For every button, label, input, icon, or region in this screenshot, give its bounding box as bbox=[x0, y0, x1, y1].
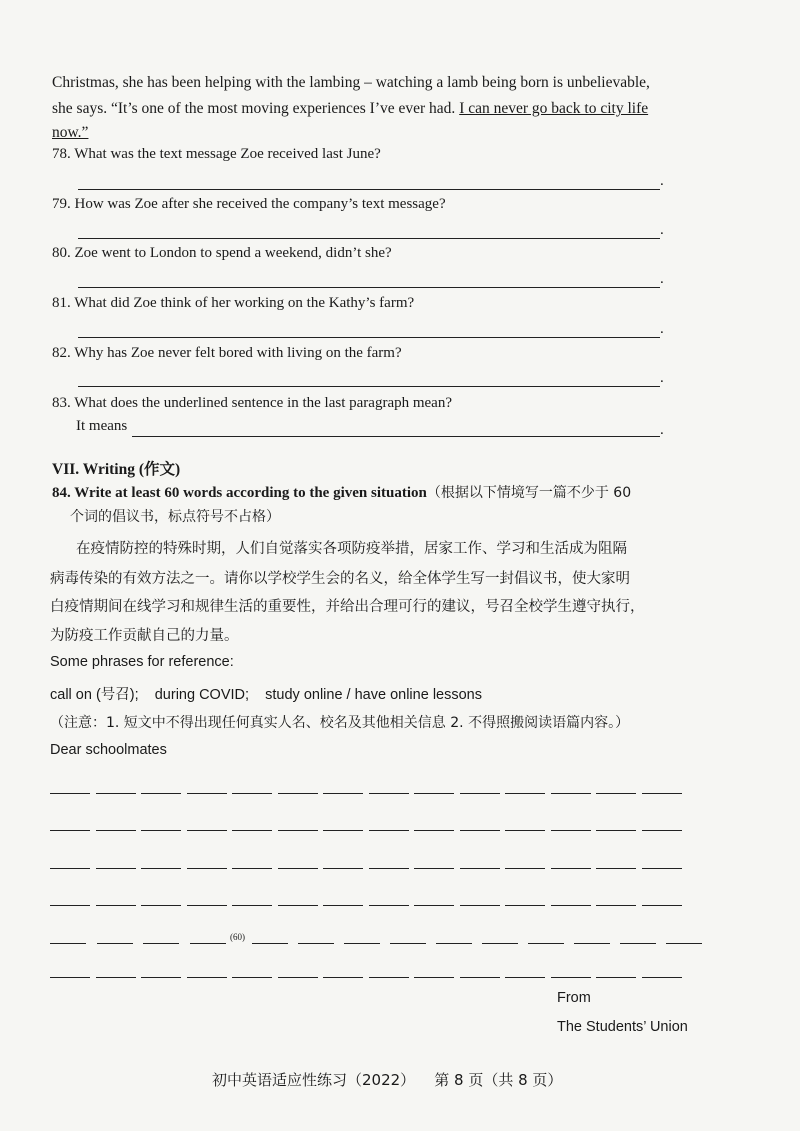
situation-line-3: 白疫情期间在线学习和规律生活的重要性，并给出合理可行的建议，号召全校学生遵守执行， bbox=[50, 599, 645, 615]
word-blank[interactable] bbox=[232, 977, 272, 978]
word-blank[interactable] bbox=[482, 943, 518, 944]
word-blank[interactable] bbox=[141, 905, 181, 906]
word-blank[interactable] bbox=[414, 905, 454, 906]
word-blank[interactable] bbox=[528, 943, 564, 944]
word-blank[interactable] bbox=[232, 868, 272, 869]
word-blank[interactable] bbox=[323, 868, 363, 869]
word-blank[interactable] bbox=[187, 793, 227, 794]
word-blank[interactable] bbox=[50, 830, 90, 831]
question-78: 78. What was the text message Zoe received last June? bbox=[52, 146, 381, 162]
word-blank[interactable] bbox=[642, 977, 682, 978]
question-82: 82. Why has Zoe never felt bored with living on the farm? bbox=[52, 345, 402, 361]
word-blank[interactable] bbox=[369, 977, 409, 978]
word-blank[interactable] bbox=[50, 868, 90, 869]
answer-line-81[interactable] bbox=[78, 337, 660, 338]
word-blank[interactable] bbox=[551, 905, 591, 906]
word-blank[interactable] bbox=[369, 830, 409, 831]
word-blank[interactable] bbox=[278, 793, 318, 794]
underlined-sentence-part-2: now.” bbox=[52, 124, 89, 141]
answer-line-83[interactable] bbox=[132, 436, 660, 437]
answer-line-80[interactable] bbox=[78, 287, 660, 288]
word-blank[interactable] bbox=[50, 943, 86, 944]
situation-line-1: 在疫情防控的特殊时期，人们自觉落实各项防疫举措，居家工作、学习和生活成为阻隔 bbox=[76, 541, 627, 557]
period: . bbox=[660, 321, 664, 337]
word-blank[interactable] bbox=[642, 868, 682, 869]
word-blank[interactable] bbox=[187, 868, 227, 869]
word-blank[interactable] bbox=[96, 830, 136, 831]
passage-line-1: Christmas, she has been helping with the lambing – watching a lamb being born is unbelievable, bbox=[52, 74, 650, 91]
word-blank[interactable] bbox=[232, 905, 272, 906]
word-blank[interactable] bbox=[414, 977, 454, 978]
word-blank[interactable] bbox=[141, 830, 181, 831]
word-blank[interactable] bbox=[596, 868, 636, 869]
period: . bbox=[660, 222, 664, 238]
word-blank[interactable] bbox=[141, 793, 181, 794]
period: . bbox=[660, 370, 664, 386]
word-blank[interactable] bbox=[460, 977, 500, 978]
word-blank[interactable] bbox=[596, 830, 636, 831]
answer-line-82[interactable] bbox=[78, 386, 660, 387]
word-blank[interactable] bbox=[323, 977, 363, 978]
word-blank[interactable] bbox=[460, 830, 500, 831]
writing-heading: VII. Writing (作文) bbox=[52, 461, 181, 478]
word-blank[interactable] bbox=[190, 943, 226, 944]
word-blank[interactable] bbox=[642, 905, 682, 906]
word-blank[interactable] bbox=[414, 830, 454, 831]
word-blank[interactable] bbox=[96, 868, 136, 869]
reference-phrases: call on (号召); during COVID; study online / have online lessons bbox=[50, 687, 482, 703]
word-blank[interactable] bbox=[551, 793, 591, 794]
word-blank[interactable] bbox=[642, 793, 682, 794]
word-blank[interactable] bbox=[50, 793, 90, 794]
word-blank[interactable] bbox=[505, 905, 545, 906]
word-blank[interactable] bbox=[141, 977, 181, 978]
word-blank[interactable] bbox=[460, 868, 500, 869]
word-blank[interactable] bbox=[505, 830, 545, 831]
answer-line-79[interactable] bbox=[78, 238, 660, 239]
word-blank[interactable] bbox=[551, 830, 591, 831]
passage-line-3 bbox=[52, 120, 732, 146]
page-footer: 初中英语适应性练习（2022） 第 8 页（共 8 页） bbox=[212, 1071, 563, 1089]
word-blank[interactable] bbox=[414, 793, 454, 794]
period: . bbox=[660, 173, 664, 189]
writing-task-cn-2: 个词的倡议书，标点符号不占格） bbox=[70, 509, 280, 525]
word-blank[interactable] bbox=[460, 793, 500, 794]
word-blank[interactable] bbox=[97, 943, 133, 944]
word-blank[interactable] bbox=[596, 793, 636, 794]
word-blank[interactable] bbox=[620, 943, 656, 944]
word-blank[interactable] bbox=[278, 905, 318, 906]
writing-task-cn-1: （根据以下情境写一篇不少于 60 bbox=[426, 485, 632, 501]
word-blank[interactable] bbox=[187, 977, 227, 978]
salutation: Dear schoolmates bbox=[50, 742, 167, 758]
word-blank[interactable] bbox=[50, 977, 90, 978]
period: . bbox=[660, 271, 664, 287]
word-blank[interactable] bbox=[323, 905, 363, 906]
phrases-label: Some phrases for reference: bbox=[50, 654, 234, 670]
word-blank[interactable] bbox=[96, 793, 136, 794]
word-blank[interactable] bbox=[596, 905, 636, 906]
signature: The Students’ Union bbox=[557, 1019, 688, 1035]
word-blank[interactable] bbox=[232, 793, 272, 794]
word-blank[interactable] bbox=[642, 830, 682, 831]
word-blank[interactable] bbox=[551, 977, 591, 978]
word-blank[interactable] bbox=[369, 793, 409, 794]
word-blank[interactable] bbox=[460, 905, 500, 906]
period: . bbox=[660, 422, 664, 438]
word-blank[interactable] bbox=[50, 905, 90, 906]
word-blank[interactable] bbox=[551, 868, 591, 869]
word-blank[interactable] bbox=[344, 943, 380, 944]
sign-off-from: From bbox=[557, 990, 591, 1006]
writing-task-en: 84. Write at least 60 words according to the given situation bbox=[52, 485, 427, 501]
situation-line-2: 病毒传染的有效方法之一。请你以学校学生会的名义，给全体学生写一封倡议书，使大家明 bbox=[50, 571, 630, 587]
word-blank[interactable] bbox=[278, 868, 318, 869]
word-blank[interactable] bbox=[505, 868, 545, 869]
passage-line-2 bbox=[52, 96, 732, 122]
word-blank[interactable] bbox=[596, 977, 636, 978]
question-81: 81. What did Zoe think of her working on the Kathy’s farm? bbox=[52, 295, 415, 311]
it-means-label: It means bbox=[76, 418, 128, 434]
underlined-sentence-part-1: I can never go back to city life bbox=[459, 100, 649, 117]
question-80: 80. Zoe went to London to spend a weekend, didn’t she? bbox=[52, 245, 392, 261]
word-blank[interactable] bbox=[232, 830, 272, 831]
word-blank[interactable] bbox=[278, 830, 318, 831]
answer-line-78[interactable] bbox=[78, 189, 660, 190]
word-blank[interactable] bbox=[414, 868, 454, 869]
word-blank[interactable] bbox=[252, 943, 288, 944]
word-blank[interactable] bbox=[187, 905, 227, 906]
word-blank[interactable] bbox=[505, 977, 545, 978]
word-blank[interactable] bbox=[96, 905, 136, 906]
question-83: 83. What does the underlined sentence in the last paragraph mean? bbox=[52, 395, 452, 411]
word-blank[interactable] bbox=[278, 977, 318, 978]
word-blank[interactable] bbox=[390, 943, 426, 944]
word-blank[interactable] bbox=[187, 830, 227, 831]
word-blank[interactable] bbox=[96, 977, 136, 978]
word-count-mark: (60) bbox=[230, 932, 245, 942]
word-blank[interactable] bbox=[369, 868, 409, 869]
writing-note: （注意：1. 短文中不得出现任何真实人名、校名及其他相关信息 2. 不得照搬阅读语篇内容。） bbox=[50, 715, 630, 731]
word-blank[interactable] bbox=[574, 943, 610, 944]
word-blank[interactable] bbox=[369, 905, 409, 906]
question-79: 79. How was Zoe after she received the company’s text message? bbox=[52, 196, 446, 212]
word-blank[interactable] bbox=[141, 868, 181, 869]
word-blank[interactable] bbox=[666, 943, 702, 944]
writing-task bbox=[52, 482, 631, 502]
word-blank[interactable] bbox=[436, 943, 472, 944]
word-blank[interactable] bbox=[323, 830, 363, 831]
word-blank[interactable] bbox=[143, 943, 179, 944]
word-blank[interactable] bbox=[298, 943, 334, 944]
situation-line-4: 为防疫工作贡献自己的力量。 bbox=[50, 628, 239, 644]
word-blank[interactable] bbox=[505, 793, 545, 794]
word-blank[interactable] bbox=[323, 793, 363, 794]
passage-line-2-text: she says. “It’s one of the most moving experiences I’ve ever had. bbox=[52, 100, 460, 117]
